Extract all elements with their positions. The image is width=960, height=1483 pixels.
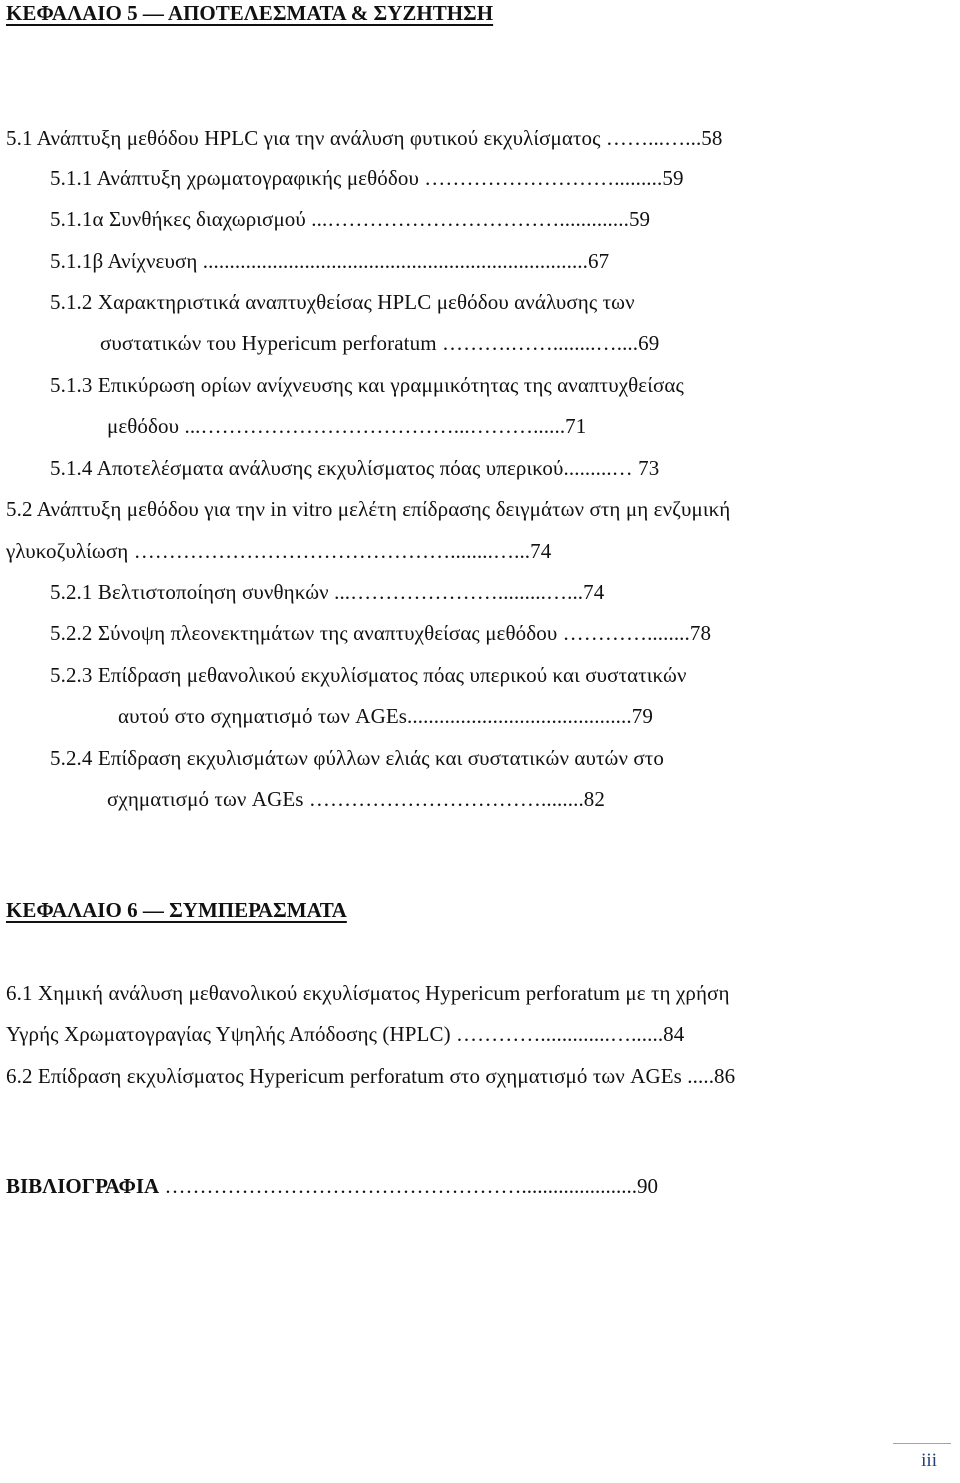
bibliography-entry <box>6 1173 658 1199</box>
toc-entry-5-2-4-cont: σχηματισμό των AGEs ……………………………........82 <box>107 787 605 811</box>
toc-entry-6-2: 6.2 Επίδραση εκχυλίσματος Hypericum perforatum στο σχηματισμό των AGEs .....86 <box>6 1064 736 1088</box>
toc-entry-6-1: 6.1 Χημική ανάλυση μεθανολικού εκχυλίσματος Hypericum perforatum με τη χρήση <box>6 981 730 1005</box>
chapter6-heading: ΚΕΦΑΛΑΙΟ 6 ― ΣΥΜΠΕΡΑΣΜΑΤΑ <box>6 898 347 922</box>
bibliography-leader: ……………………………………………......................90 <box>159 1174 658 1198</box>
toc-entry-5-1-4: 5.1.4 Αποτελέσματα ανάλυσης εκχυλίσματος πόας υπερικού.........… 73 <box>50 456 660 480</box>
toc-entry-5-1: 5.1 Ανάπτυξη μεθόδου HPLC για την ανάλυση φυτικού εκχυλίσματος ……...…...58 <box>6 126 723 150</box>
toc-entry-5-1-3-cont: μεθόδου ...………………………………...………......71 <box>107 414 587 438</box>
toc-entry-5-2-3: 5.2.3 Επίδραση μεθανολικού εκχυλίσματος πόας υπερικού και συστατικών <box>50 663 687 687</box>
page-number-box <box>893 1443 951 1477</box>
toc-entry-5-2-4: 5.2.4 Επίδραση εκχυλισμάτων φύλλων ελιάς και συστατικών αυτών στο <box>50 746 664 770</box>
toc-entry-5-1-3: 5.1.3 Επικύρωση ορίων ανίχνευσης και γραμμικότητας της αναπτυχθείσας <box>50 373 684 397</box>
toc-entry-5-1-1a: 5.1.1α Συνθήκες διαχωρισμού ...…………………………….............59 <box>50 207 651 231</box>
toc-entry-5-1-2: 5.1.2 Χαρακτηριστικά αναπτυχθείσας HPLC μεθόδου ανάλυσης των <box>50 290 635 314</box>
toc-entry-5-1-2-cont: συστατικών του Hypericum perforatum ……….……........…....69 <box>100 331 660 355</box>
chapter5-heading: ΚΕΦΑΛΑΙΟ 5 ― ΑΠΟΤΕΛΕΣΜΑΤΑ & ΣΥΖΗΤΗΣΗ <box>6 1 494 25</box>
toc-entry-5-2: 5.2 Ανάπτυξη μεθόδου για την in vitro μελέτη επίδρασης δειγμάτων στη μη ενζυμική <box>6 497 731 521</box>
toc-entry-5-2-cont: γλυκοζυλίωση ………………………………………........…...74 <box>6 539 552 563</box>
toc-entry-5-1-1b: 5.1.1β Ανίχνευση ........................................................................67 <box>50 249 610 273</box>
bibliography-label: ΒΙΒΛΙΟΓΡΑΦΙΑ <box>6 1174 160 1198</box>
toc-entry-6-1-cont: Υγρής Χρωματογραγίας Υψηλής Απόδοσης (HPLC) ………….............…......84 <box>6 1022 685 1046</box>
toc-entry-5-2-2: 5.2.2 Σύνοψη πλεονεκτημάτων της αναπτυχθείσας μεθόδου …………........78 <box>50 621 712 645</box>
toc-entry-5-2-3-cont: αυτού στο σχηματισμό των AGEs..........................................79 <box>118 704 653 728</box>
toc-entry-5-1-1: 5.1.1 Ανάπτυξη χρωματογραφικής μεθόδου ……………………….........59 <box>50 166 684 190</box>
page-number: iii <box>921 1450 937 1471</box>
toc-entry-5-2-1: 5.2.1 Βελτιστοποίηση συνθηκών ...………………….........…...74 <box>50 580 605 604</box>
